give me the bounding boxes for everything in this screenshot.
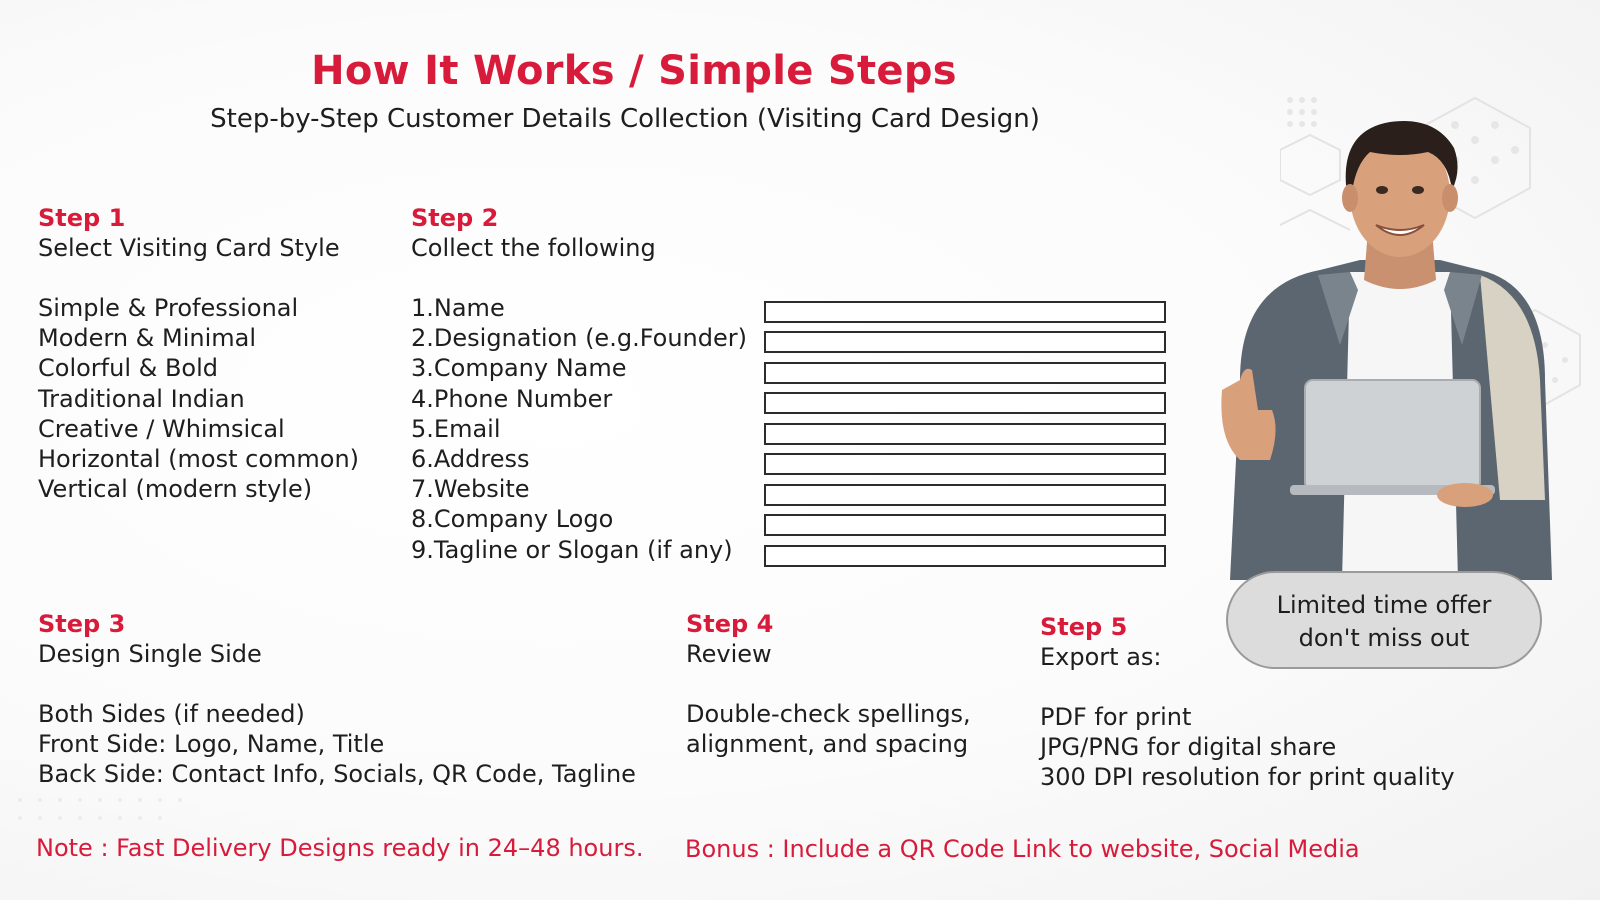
limited-offer-badge[interactable]	[1226, 571, 1542, 669]
field-label: 2.Designation (e.g.Founder)	[411, 324, 747, 353]
list-item: alignment, and spacing	[686, 730, 969, 759]
name-field[interactable]	[764, 301, 1166, 323]
phone-number-field[interactable]	[764, 392, 1166, 414]
list-item: Creative / Whimsical	[38, 414, 285, 443]
field-label: 5.Email	[411, 414, 501, 443]
tagline-field[interactable]	[764, 545, 1166, 567]
list-item: Both Sides (if needed)	[38, 700, 305, 728]
field-label: 9.Tagline or Slogan (if any)	[411, 535, 733, 564]
step-4-heading: Step 4	[686, 610, 774, 638]
step-2-heading: Step 2	[411, 204, 499, 232]
review-list	[686, 699, 971, 759]
list-item: Back Side: Contact Info, Socials, QR Code, Tagline	[38, 760, 636, 789]
step-4-subheading: Review	[686, 640, 772, 668]
design-sides-list	[38, 699, 636, 790]
customer-details-list	[411, 293, 747, 565]
offer-line-1: Limited time offer	[1276, 591, 1492, 619]
list-item: Traditional Indian	[38, 384, 245, 413]
step-4-section	[686, 609, 971, 759]
list-item: Vertical (modern style)	[38, 475, 313, 504]
field-label: 7.Website	[411, 475, 530, 504]
list-item: Colorful & Bold	[38, 354, 219, 383]
step-5-subheading: Export as:	[1040, 643, 1162, 671]
card-style-list	[38, 293, 359, 504]
list-item: Simple & Professional	[38, 294, 299, 322]
step-3-subheading: Design Single Side	[38, 640, 262, 668]
field-label: 4.Phone Number	[411, 384, 613, 413]
offer-line-2: don't miss out	[1298, 624, 1470, 652]
company-logo-field[interactable]	[764, 514, 1166, 536]
list-item: 300 DPI resolution for print quality	[1040, 763, 1455, 792]
step-1-subheading: Select Visiting Card Style	[38, 234, 340, 262]
page-subtitle: Step-by-Step Customer Details Collection (Visiting Card Design)	[210, 104, 1040, 134]
step-1-section	[38, 203, 359, 504]
list-item: PDF for print	[1040, 703, 1192, 731]
address-field[interactable]	[764, 453, 1166, 475]
person-with-laptop-image	[1200, 80, 1600, 600]
page-title: How It Works / Simple Steps	[311, 48, 957, 94]
step-3-heading: Step 3	[38, 610, 126, 638]
list-item: Modern & Minimal	[38, 324, 257, 353]
step-1-heading: Step 1	[38, 204, 126, 232]
field-label: 3.Company Name	[411, 354, 627, 383]
website-field[interactable]	[764, 484, 1166, 506]
list-item: JPG/PNG for digital share	[1040, 733, 1337, 762]
designation-field[interactable]	[764, 331, 1166, 353]
list-item: Horizontal (most common)	[38, 445, 360, 474]
step-5-heading: Step 5	[1040, 613, 1128, 641]
export-formats-list	[1040, 702, 1455, 793]
delivery-note: Note : Fast Delivery Designs ready in 24–48 hours.	[36, 834, 644, 862]
step-2-section	[411, 203, 747, 565]
bonus-note: Bonus : Include a QR Code Link to website, Social Media	[685, 835, 1360, 863]
field-label: 6.Address	[411, 445, 530, 474]
step-2-subheading: Collect the following	[411, 234, 656, 262]
list-item: Front Side: Logo, Name, Title	[38, 730, 385, 759]
step-3-section	[38, 609, 636, 790]
company-name-field[interactable]	[764, 362, 1166, 384]
field-label: 1.Name	[411, 294, 505, 322]
list-item: Double-check spellings,	[686, 700, 971, 728]
email-field[interactable]	[764, 423, 1166, 445]
field-label: 8.Company Logo	[411, 505, 614, 534]
